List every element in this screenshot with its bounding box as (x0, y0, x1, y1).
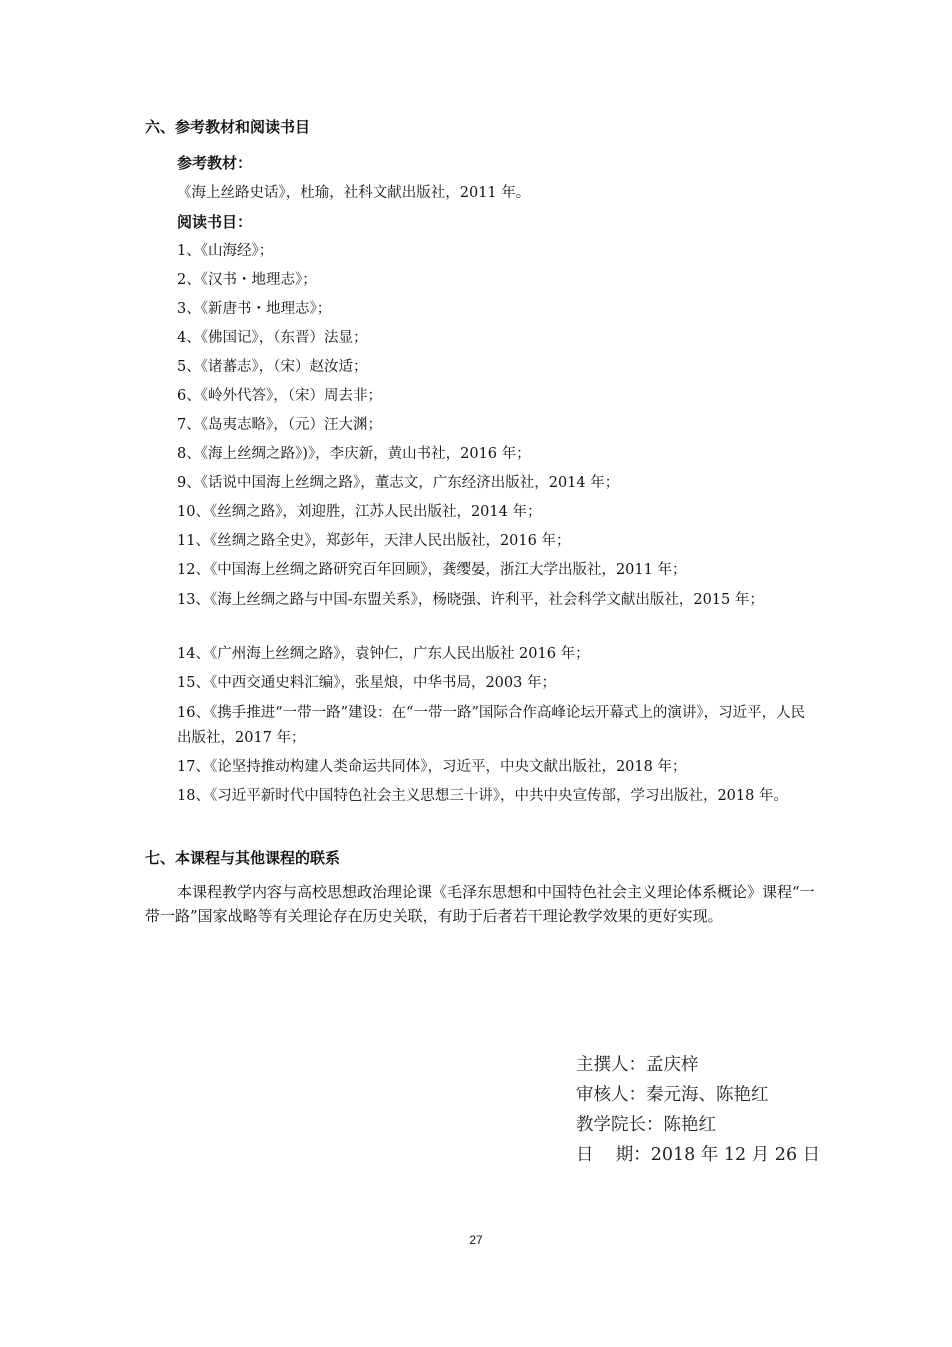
reading-item: 17、《论坚持推动构建人类命运共同体》，习近平，中央文献出版社，2018 年； (177, 759, 687, 775)
page-number: 27 (469, 1233, 483, 1247)
reading-item: 11、《丝绸之路全史》，郑彭年，天津人民出版社，2016 年； (177, 533, 571, 549)
reading-item: 7、《岛夷志略》，（元）汪大渊； (177, 417, 382, 433)
textbook-entry: 《海上丝路史话》，杜瑜，社科文献出版社，2011 年。 (177, 185, 531, 201)
reading-item: 15、《中西交通史料汇编》，张星烺，中华书局，2003 年； (177, 675, 556, 691)
reading-item: 6、《岭外代答》，（宋）周去非； (177, 388, 382, 404)
reading-item: 3、《新唐书・地理志》； (177, 301, 332, 317)
reading-item: 14、《广州海上丝绸之路》，袁钟仁，广东人民出版社 2016 年； (177, 646, 590, 662)
reading-item: 12、《中国海上丝绸之路研究百年回顾》，龚缨晏，浙江大学出版社，2011 年； (177, 562, 687, 578)
author-line: 主撰人：孟庆梓 (576, 1055, 699, 1075)
reading-item: 10、《丝绸之路》，刘迎胜，江苏人民出版社，2014 年； (177, 504, 542, 520)
section-7-paragraph: 本课程教学内容与高校思想政治理论课《毛泽东思想和中国特色社会主义理论体系概论》课程“一带一路”国家战略等有关理论存在历史关联，有助于后者若干理论教学效果的更好实现。 (145, 883, 815, 925)
reading-item: 5、《诸蕃志》，（宋）赵汝适； (177, 359, 368, 375)
reviewer-line: 审核人：秦元海、陈艳红 (576, 1085, 769, 1105)
textbook-label: 参考教材： (177, 154, 253, 172)
reading-item: 4、《佛国记》，（东晋）法显； (177, 330, 368, 346)
reading-item: 18、《习近平新时代中国特色社会主义思想三十讲》，中共中央宣传部，学习出版社，2018 年。 (177, 788, 788, 804)
reading-item: 1、《山海经》； (177, 243, 274, 259)
date-line: 日 期：2018 年 12 月 26 日 (576, 1145, 821, 1165)
reading-list-label: 阅读书目： (177, 213, 253, 231)
section-7-heading: 七、本课程与其他课程的联系 (145, 849, 341, 867)
dean-line: 教学院长：陈艳红 (576, 1115, 716, 1135)
reading-item: 2、《汉书・地理志》； (177, 272, 317, 288)
reading-item: 16、《携手推进“一带一路”建设：在“一带一路”国际合作高峰论坛开幕式上的演讲》，习近平，人民出版社，2017 年； (177, 705, 806, 746)
section-6-heading: 六、参考教材和阅读书目 (145, 118, 311, 136)
reading-item: 9、《话说中国海上丝绸之路》，董志文，广东经济出版社，2014 年； (177, 475, 620, 491)
reading-item: 8、《海上丝绸之路》)》，李庆新，黄山书社，2016 年； (177, 446, 531, 462)
reading-item: 13、《海上丝绸之路与中国-东盟关系》，杨晓强、许利平，社会科学文献出版社，2015 年； (177, 592, 764, 608)
